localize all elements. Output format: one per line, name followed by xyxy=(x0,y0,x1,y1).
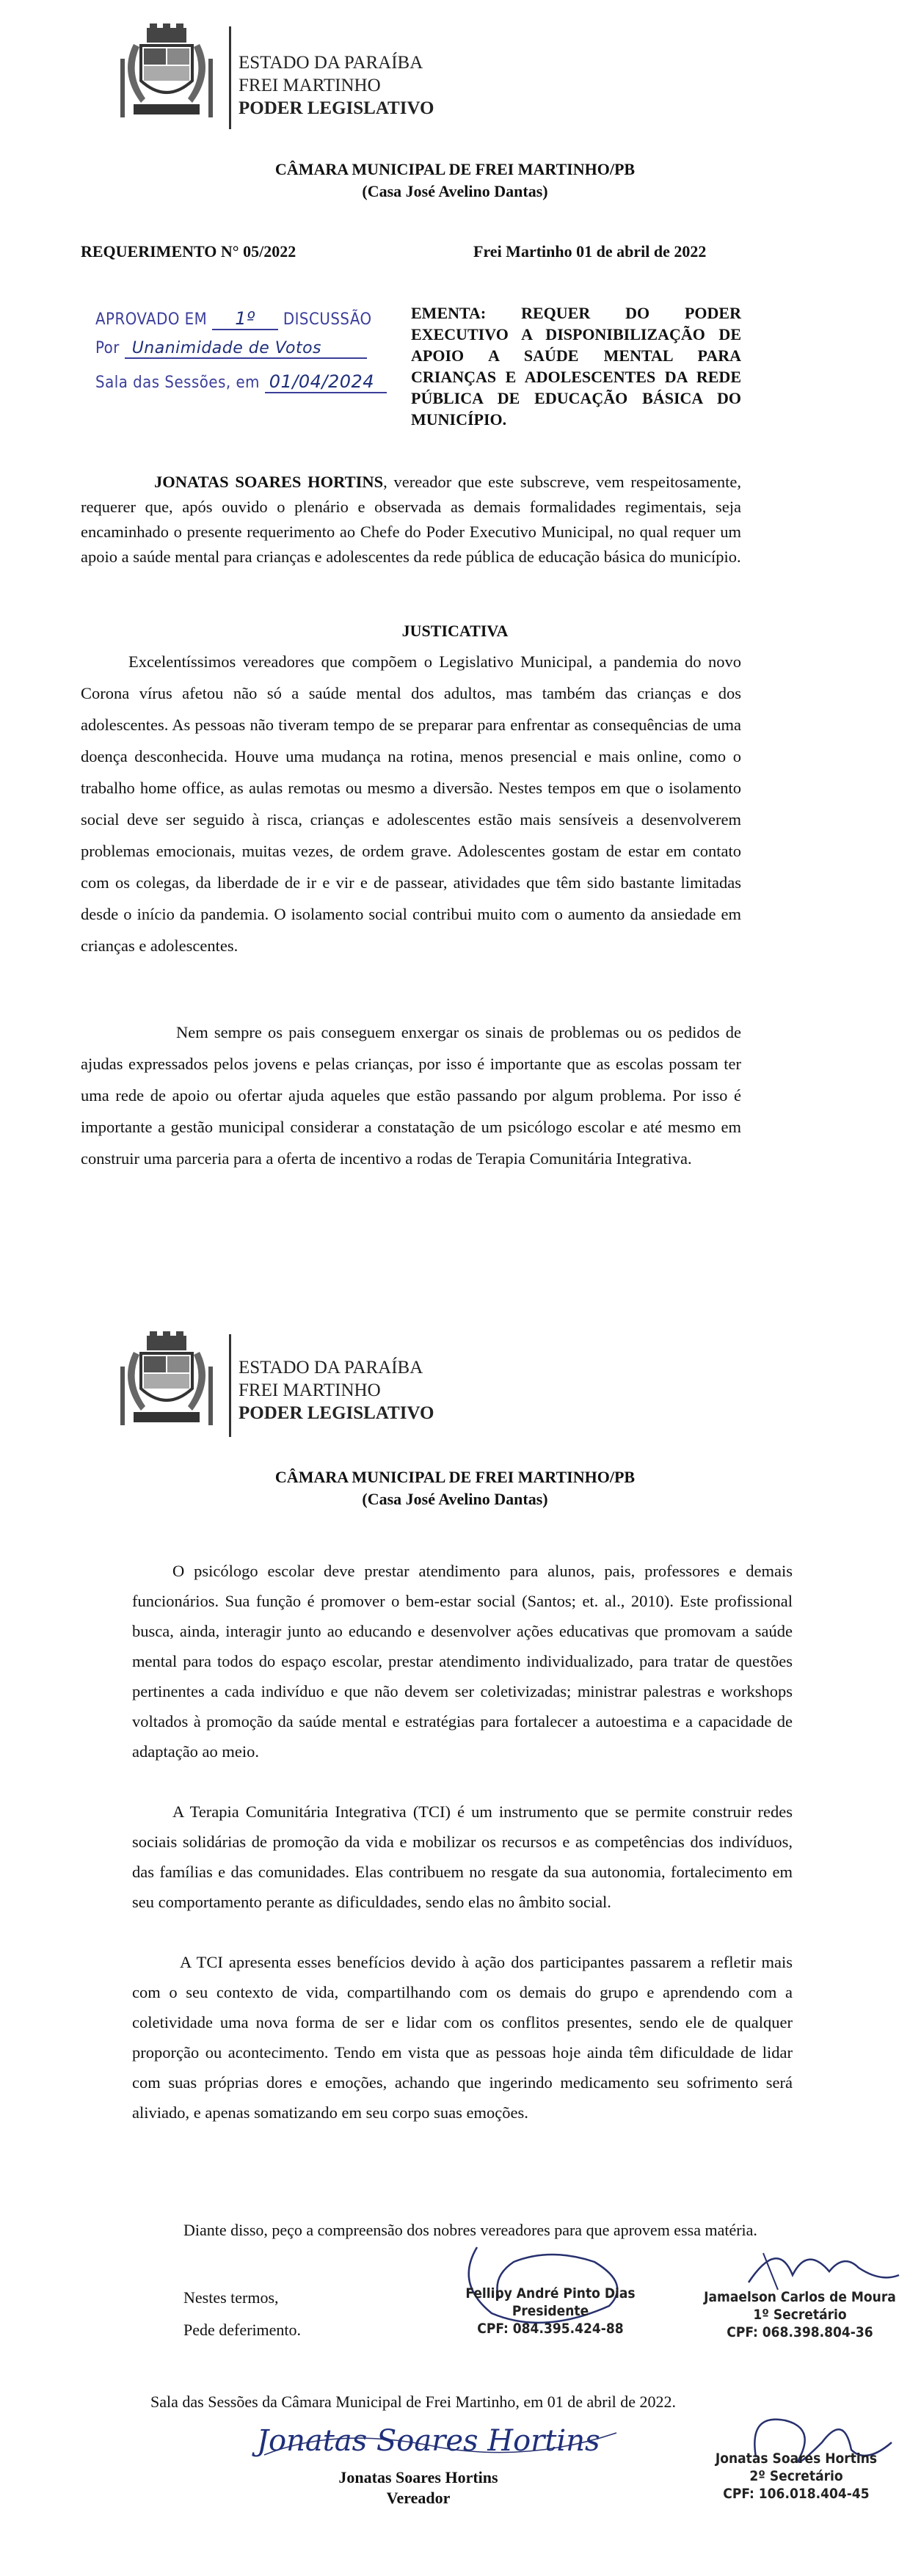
header-city: FREI MARTINHO xyxy=(239,1380,381,1400)
councilor-role: Vereador xyxy=(386,2489,451,2507)
second-secretary-name: Jonatas Soares Hortins xyxy=(715,2451,878,2467)
session-line: Sala das Sessões da Câmara Municipal de Frei Martinho, em 01 de abril de 2022. xyxy=(150,2393,677,2411)
header-divider xyxy=(229,26,231,129)
intro-text: , vereador que este subscreve, vem respeitosamente, requerer que, após ouvido o plenário e observada as demais formalidades regimentais, seja encaminhado o presente requerimento ao Chefe do Poder Executivo Municipal, no qual requer um apoio a saúde mental para crianças e adolescentes da rede pública de educação básica do município. xyxy=(81,473,741,566)
approval-stamp-line2: Por Unanimidade de Votos xyxy=(95,339,367,359)
councilor-handwritten-signature: Jonatas Soares Hortins xyxy=(257,2424,600,2458)
first-secretary-cpf: CPF: 068.398.804-36 xyxy=(727,2324,873,2340)
approval-discussion-value: 1º xyxy=(212,308,278,330)
chamber-title: CÂMARA MUNICIPAL DE FREI MARTINHO/PB xyxy=(274,160,636,178)
intro-paragraph xyxy=(81,470,741,570)
president-signature-block xyxy=(448,2285,653,2337)
ementa: EMENTA: REQUER DO PODER EXECUTIVO A DISPONIBILIZAÇÃO DE APOIO A SAÚDE MENTAL PARA CRIANÇAS E ADOLESCENTES DA REDE PÚBLICA DE EDUCAÇÃO BÁSICA DO MUNICÍPIO. xyxy=(411,304,741,429)
first-secretary-signature-block xyxy=(701,2288,899,2341)
justification-paragraph-2: Nem sempre os pais conseguem enxergar os sinais de problemas ou os pedidos de ajudas expressados pelos jovens e pelas crianças, por isso é importante que as escolas possam ter uma rede de apoio ou ofertar ajuda aqueles que estão passando por algum problema. Por isso é importante a gestão municipal considerar a constatação de um psicólogo escolar e até mesmo em construir uma parceria para a oferta de incentivo a rodas de Terapia Comunitária Integrativa. xyxy=(81,1023,741,1168)
president-cpf: CPF: 084.395.424-88 xyxy=(477,2321,624,2337)
justification-title: JUSTICATIVA xyxy=(401,622,509,640)
approval-stamp-line1: APROVADO EM 1º DISCUSSÃO xyxy=(95,308,372,329)
approval-session-date: 01/04/2024 xyxy=(265,371,387,393)
header-power: PODER LEGISLATIVO xyxy=(239,98,434,118)
first-secretary-name: Jamaelson Carlos de Moura xyxy=(704,2289,896,2305)
requerimento-date: Frei Martinho 01 de abril de 2022 xyxy=(473,242,707,261)
chamber-title-page2: CÂMARA MUNICIPAL DE FREI MARTINHO/PB xyxy=(274,1468,636,1486)
approval-by-value: Unanimidade de Votos xyxy=(125,339,367,359)
municipal-crest-icon xyxy=(112,22,222,128)
intro-author: JONATAS SOARES HORTINS xyxy=(154,473,384,491)
header-block-page2 xyxy=(239,1356,434,1425)
justification-paragraph-1: Excelentíssimos vereadores que compõem o Legislativo Municipal, a pandemia do novo Corona vírus afetou não só a saúde mental dos adultos, mas também das crianças e dos adolescentes. As pessoas não tiveram tempo de se preparar para enfrentar as consequências de uma doença desconhecida. Houve uma mudança na rotina, menos presencial e mais online, como o trabalho home office, as aulas remotas ou mesmo a diversão. Nestes tempos em que o isolamento social deve ser seguido à risca, crianças e adolescentes estão mais sensíveis a desenvolverem problemas emocionais, muitas vezes, de ordem grave. Adolescentes gostam de estar em contato com os colegas, da liberdade de ir e vir e de passear, atividades que têm sido bastante limitadas desde o início da pandemia. O isolamento social contribui muito com o aumento da ansiedade em crianças e adolescentes. xyxy=(81,652,741,955)
header-power: PODER LEGISLATIVO xyxy=(239,1403,434,1423)
page2-paragraph-1: O psicólogo escolar deve prestar atendimento para alunos, pais, professores e demais funcionários. Sua função é promover o bem-estar social (Santos; et. al., 2010). Este profissional busca, ainda, interagir junto ao educando e desenvolver ações educativas que promovam a saúde mental para todos do espaço escolar, prestar atendimento individualizado, para tratar de questões pertinentes a cada indivíduo e que não devem ser coletivizadas; ministrar palestras e workshops voltados à promoção da saúde mental e estratégias para fortalecer a autoestima e a capacidade de adaptação ao meio. xyxy=(132,1562,793,1761)
house-subtitle-page2: (Casa José Avelino Dantas) xyxy=(362,1490,548,1508)
header-state: ESTADO DA PARAÍBA xyxy=(239,53,423,73)
second-secretary-cpf: CPF: 106.018.404-45 xyxy=(723,2486,870,2502)
president-role: Presidente xyxy=(512,2303,589,2319)
second-secretary-role: 2º Secretário xyxy=(749,2468,843,2484)
header-state: ESTADO DA PARAÍBA xyxy=(239,1358,423,1378)
closing-paragraph: Diante disso, peço a compreensão dos nobres vereadores para que aprovem essa matéria. xyxy=(183,2221,757,2239)
header-city: FREI MARTINHO xyxy=(239,76,381,95)
deferment-text: Pede deferimento. xyxy=(183,2321,302,2339)
house-subtitle: (Casa José Avelino Dantas) xyxy=(362,182,548,200)
page2-paragraph-3: A TCI apresenta esses benefícios devido à ação dos participantes passarem a refletir mais com o seu contexto de vida, compartilhando com os demais do grupo e aprendendo com a coletividade uma nova forma de ser e lidar com os conflitos presentes, sendo ele de qualquer proporção ou acontecimento. Tendo em vista que as pessoas hoje ainda têm dificuldade de lidar com suas próprias dores e emoções, achando que ingerindo medicamento seu sofrimento será aliviado, e apenas somatizando em seu corpo suas emoções. xyxy=(132,1953,793,2122)
header-block xyxy=(239,51,434,120)
header-divider-page2 xyxy=(229,1334,231,1437)
first-secretary-role: 1º Secretário xyxy=(753,2307,847,2323)
terms-text: Nestes termos, xyxy=(183,2288,279,2307)
requerimento-number: REQUERIMENTO N° 05/2022 xyxy=(81,242,296,261)
municipal-crest-icon-page2 xyxy=(112,1330,222,1436)
president-name: Fellipy André Pinto Dias xyxy=(465,2285,636,2302)
approval-stamp-line3: Sala das Sessões, em 01/04/2024 xyxy=(95,371,387,393)
second-secretary-signature-block xyxy=(694,2450,899,2503)
councilor-signature-block xyxy=(301,2467,536,2508)
councilor-name: Jonatas Soares Hortins xyxy=(338,2468,498,2486)
page2-paragraph-2: A Terapia Comunitária Integrativa (TCI) é um instrumento que se permite construir redes sociais solidárias de promoção da vida e mobilizar os recursos e as competências dos indivíduos, das famílias e das comunidades. Elas contribuem no resgate da sua autonomia, fortalecimento em seu comportamento perante as dificuldades, sendo elas no âmbito social. xyxy=(132,1802,793,1911)
